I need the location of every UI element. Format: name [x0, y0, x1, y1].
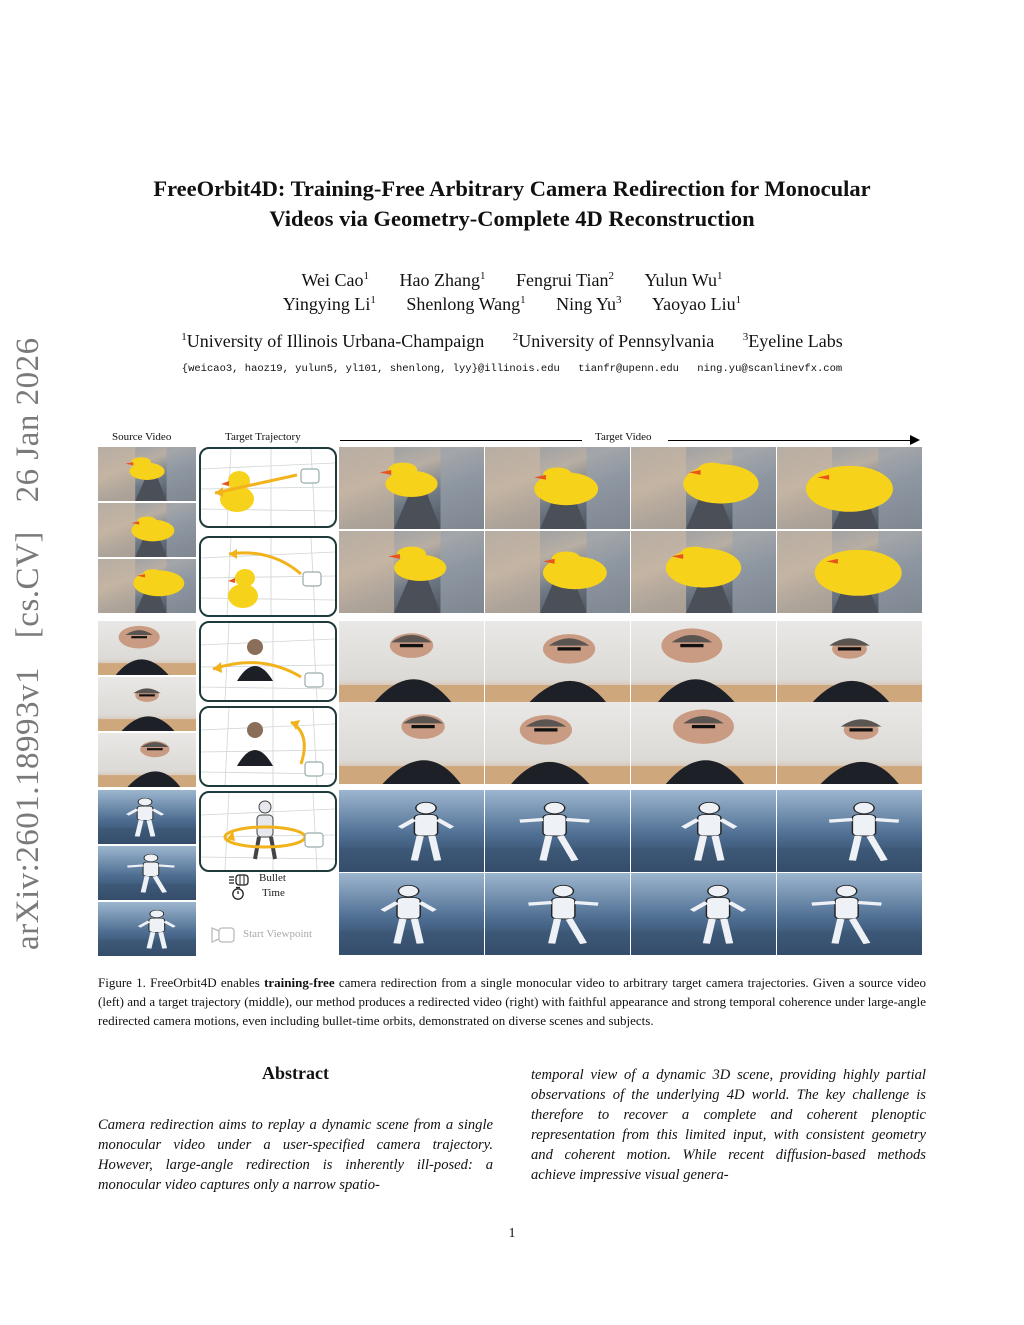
author-row-1 [180, 270, 844, 291]
target-video-frame [777, 702, 922, 784]
arrow-head [910, 435, 920, 445]
trajectory-panel-duck-2 [199, 536, 337, 617]
target-video-frame [631, 531, 776, 613]
page-number: 1 [508, 1226, 516, 1241]
target-video-frame [631, 621, 776, 703]
legend-time-label: Time [262, 887, 285, 899]
source-video-frame [98, 790, 196, 844]
author: Shenlong Wang$^1$ [406, 294, 526, 314]
source-video-frame [98, 503, 196, 557]
affiliation: $^3$Eyeline Labs [742, 331, 843, 351]
target-video-frame [631, 702, 776, 784]
author: Fengrui Tian$^2$ [516, 270, 615, 290]
affiliation: $^2$University of Pennsylvania [512, 331, 715, 351]
trajectory-panel-duck-1 [199, 447, 337, 528]
arrow-line-right [668, 440, 912, 441]
abstract-heading: Abstract [262, 1063, 329, 1083]
affiliation: $^1$University of Illinois Urbana-Champaign [181, 331, 485, 351]
target-video-frame [631, 790, 776, 872]
target-video-frame [339, 621, 484, 703]
source-video-frame [98, 846, 196, 900]
target-video-frame [485, 447, 630, 529]
trajectory-diagram [201, 538, 335, 615]
author: Ning Yu$^3$ [556, 294, 622, 314]
label-target-trajectory: Target Trajectory [225, 431, 301, 443]
arxiv-date: 26 Jan 2026 [10, 337, 46, 503]
arxiv-id: arXiv:2601.18993v1 [10, 666, 46, 950]
author: Wei Cao$^1$ [301, 270, 370, 290]
trajectory-panel-robot [199, 791, 337, 872]
legend-start-viewpoint: Start Viewpoint [243, 928, 313, 940]
source-video-frame [98, 559, 196, 613]
email-link[interactable]: {weicao3, haoz19, yulun5, yl101, shenlong, lyy}@illinois.edu [181, 363, 560, 375]
arxiv-category: [cs.CV] [10, 531, 46, 639]
target-video-frame [485, 873, 630, 955]
target-video-frame [777, 790, 922, 872]
author: Hao Zhang$^1$ [399, 270, 486, 290]
author: Yaoyao Liu$^1$ [651, 294, 742, 314]
trajectory-panel-man-2 [199, 706, 337, 787]
trajectory-diagram [201, 449, 335, 526]
target-video-frame [777, 621, 922, 703]
bullet-time-icon [228, 873, 250, 885]
target-video-frame [339, 447, 484, 529]
target-video-frame [339, 790, 484, 872]
camera-icon [210, 927, 236, 943]
legend-bullet-label: Bullet [259, 872, 286, 884]
trajectory-panel-man-1 [199, 621, 337, 702]
paper-title [80, 174, 944, 234]
target-video-frame [485, 621, 630, 703]
target-video-frame [485, 790, 630, 872]
caption-bold: training-free [264, 975, 335, 990]
arrow-line-left [340, 440, 582, 441]
target-video-frame [339, 702, 484, 784]
source-video-frame [98, 902, 196, 956]
abstract-column-left: Camera redirection aims to replay a dynamic scene from a single monocular video under a user-specified camera trajectory. However, large-angle redirection is inherently ill-posed: a monocular video captures only a narrow spatio- [98, 1117, 493, 1193]
email-link[interactable]: tianfr@upenn.edu [578, 363, 679, 375]
label-source-video: Source Video [112, 431, 172, 443]
title-line-1: FreeOrbit4D: Training-Free Arbitrary Camera Redirection for Monocular [153, 176, 871, 201]
trajectory-diagram [201, 708, 335, 785]
target-video-frame [631, 447, 776, 529]
author: Yulun Wu$^1$ [644, 270, 723, 290]
label-target-video: Target Video [595, 431, 652, 443]
target-video-frame [339, 531, 484, 613]
arxiv-side-stamp [10, 337, 66, 950]
author: Yingying Li$^1$ [282, 294, 376, 314]
email-link[interactable]: ning.yu@scanlinevfx.com [697, 363, 843, 375]
source-video-frame [98, 447, 196, 501]
target-video-frame [485, 531, 630, 613]
abstract-column-right: temporal view of a dynamic 3D scene, providing highly partial observations of the underlying 4D world. The key challenge is therefore to recover a complete and coherent plenoptic representation from this limited input, with consistent geometry and coherent motion. While recent diffusion-based methods achieve impressive visual genera- [531, 1067, 926, 1183]
target-video-frame [339, 873, 484, 955]
source-video-frame [98, 733, 196, 787]
author-row-2 [180, 294, 844, 315]
target-video-frame [777, 447, 922, 529]
target-video-frame [777, 531, 922, 613]
trajectory-diagram [201, 623, 335, 700]
emails [100, 363, 924, 375]
target-video-frame [485, 702, 630, 784]
source-video-frame [98, 677, 196, 731]
source-video-frame [98, 621, 196, 675]
title-line-2: Videos via Geometry-Complete 4D Reconstruction [269, 206, 755, 231]
figure-caption: Figure 1. FreeOrbit4D enables training-free camera redirection from a single monocular video to arbitrary target camera trajectories. Given a source video (left) and a target trajectory (middle), our method produces a redirected video (right) with faithful appearance and strong temporal coherence under large-angle redirected camera motions, even including bullet-time orbits, demonstrated on diverse scenes and subjects. [98, 975, 926, 1028]
stopwatch-icon [231, 886, 245, 900]
affiliations [100, 331, 924, 352]
trajectory-diagram [201, 793, 335, 870]
target-video-frame [631, 873, 776, 955]
target-video-frame [777, 873, 922, 955]
